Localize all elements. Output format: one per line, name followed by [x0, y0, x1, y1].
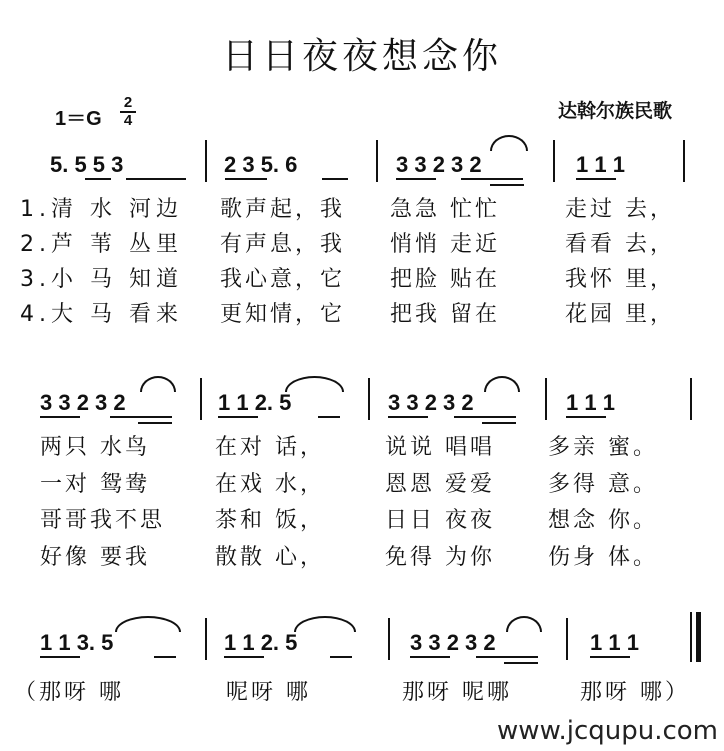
lyric-1-v3-m3: 把脸 贴在: [390, 267, 500, 292]
underline: [218, 416, 258, 418]
lyric-2-v4-m2: 散散 心，: [215, 545, 325, 570]
measure-3-2: 1 1 2. 5: [224, 630, 298, 655]
barline: [205, 618, 207, 660]
watermark: www.jcqupu.com: [497, 716, 718, 746]
lyric-2-v1-m1: 两只 水鸟: [40, 435, 150, 460]
lyric-1-v4-m3: 把我 留在: [390, 302, 500, 327]
underline: [566, 416, 606, 418]
underline: [482, 422, 516, 424]
lyric-1-v1-m1: 1.清 水 河边: [20, 197, 183, 222]
slur: [506, 616, 542, 632]
measure-3-3: 3 3 2 3 2: [410, 630, 496, 655]
barline: [200, 378, 202, 420]
measure-1-3: 3 3 2 3 2: [396, 152, 482, 177]
lyric-1-v3-m1: 3.小 马 知道: [20, 267, 183, 292]
slur: [115, 616, 181, 632]
lyric-2-v1-m2: 在对 话，: [215, 435, 325, 460]
underline: [225, 178, 267, 180]
underline: [126, 178, 186, 180]
underline: [154, 656, 176, 658]
lyric-2-v2-m4: 多得 意。: [548, 472, 658, 497]
underline: [40, 656, 80, 658]
lyric-2-v4-m3: 免得 为你: [385, 545, 495, 570]
underline: [461, 178, 523, 180]
lyric-3-m3: 那呀 呢哪: [402, 680, 512, 705]
barline: [205, 140, 207, 182]
measure-1-2: 2 3 5. 6: [224, 152, 298, 177]
underline: [410, 656, 450, 658]
barline: [566, 618, 568, 660]
lyric-2-v3-m1: 哥哥我不思: [40, 508, 166, 533]
measure-1-4: 1 1 1: [576, 152, 625, 177]
lyric-1-v2-m1: 2.芦 苇 丛里: [20, 232, 183, 257]
song-origin: 达斡尔族民歌: [557, 100, 672, 122]
slur: [140, 376, 176, 392]
underline: [138, 422, 172, 424]
lyric-1-v1-m4: 走过 去，: [565, 197, 675, 222]
measure-3-1: 1 1 3. 5: [40, 630, 114, 655]
barline: [368, 378, 370, 420]
time-signature: [120, 96, 136, 128]
song-title: 日日夜夜想念你: [221, 36, 502, 77]
underline: [322, 178, 348, 180]
time-signature-bottom: 4: [123, 112, 133, 129]
lyric-2-v2-m1: 一对 鸳鸯: [40, 472, 150, 497]
lyric-3-m1: （那呀 哪: [14, 680, 124, 705]
measure-2-4: 1 1 1: [566, 390, 615, 415]
underline: [110, 416, 172, 418]
underline: [476, 656, 538, 658]
slur: [484, 376, 520, 392]
lyric-1-v1-m2: 歌声起，我: [220, 197, 346, 222]
underline: [490, 184, 524, 186]
lyric-2-v3-m3: 日日 夜夜: [385, 508, 495, 533]
lyric-1-v4-m4: 花园 里，: [565, 302, 675, 327]
lyric-1-v2-m3: 悄悄 走近: [390, 232, 500, 257]
lyric-2-v1-m4: 多亲 蜜。: [548, 435, 658, 460]
lyric-1-v2-m4: 看看 去，: [565, 232, 675, 257]
lyric-1-v2-m2: 有声息，我: [220, 232, 346, 257]
lyric-3-m4: 那呀 哪）: [580, 680, 690, 705]
slur: [285, 376, 344, 392]
underline: [318, 416, 340, 418]
time-signature-top: 2: [123, 94, 133, 111]
underline: [590, 656, 630, 658]
lyric-2-v2-m3: 恩恩 爱爱: [385, 472, 495, 497]
underline: [454, 416, 516, 418]
barline: [376, 140, 378, 182]
underline: [396, 178, 436, 180]
lyric-1-v4-m2: 更知情，它: [220, 302, 346, 327]
underline: [330, 656, 352, 658]
underline: [85, 178, 111, 180]
lyric-1-v3-m4: 我怀 里，: [565, 267, 675, 292]
measure-2-3: 3 3 2 3 2: [388, 390, 474, 415]
final-barline-thick: [696, 612, 701, 662]
key-signature: 1＝G: [55, 108, 102, 130]
underline: [504, 662, 538, 664]
underline: [388, 416, 428, 418]
lyric-1-v4-m1: 4.大 马 看来: [20, 302, 183, 327]
lyric-1-v3-m2: 我心意，它: [220, 267, 346, 292]
lyric-2-v3-m4: 想念 你。: [548, 508, 658, 533]
measure-2-1: 3 3 2 3 2: [40, 390, 126, 415]
lyric-2-v4-m1: 好像 要我: [40, 545, 150, 570]
measure-1-1: 5. 5 5 3: [50, 152, 124, 177]
underline: [576, 178, 616, 180]
measure-2-2: 1 1 2. 5: [218, 390, 292, 415]
barline: [683, 140, 685, 182]
slur: [490, 135, 528, 151]
underline: [40, 416, 80, 418]
lyric-2-v4-m4: 伤身 体。: [548, 545, 658, 570]
barline: [545, 378, 547, 420]
lyric-1-v1-m3: 急急 忙忙: [390, 197, 500, 222]
slur: [294, 616, 356, 632]
final-barline-thin: [690, 612, 692, 662]
underline: [224, 656, 264, 658]
lyric-3-m2: 呢呀 哪: [226, 680, 311, 705]
barline: [690, 378, 692, 420]
lyric-2-v2-m2: 在戏 水，: [215, 472, 325, 497]
barline: [553, 140, 555, 182]
lyric-2-v1-m3: 说说 唱唱: [385, 435, 495, 460]
lyric-2-v3-m2: 茶和 饭，: [215, 508, 325, 533]
barline: [388, 618, 390, 660]
measure-3-4: 1 1 1: [590, 630, 639, 655]
